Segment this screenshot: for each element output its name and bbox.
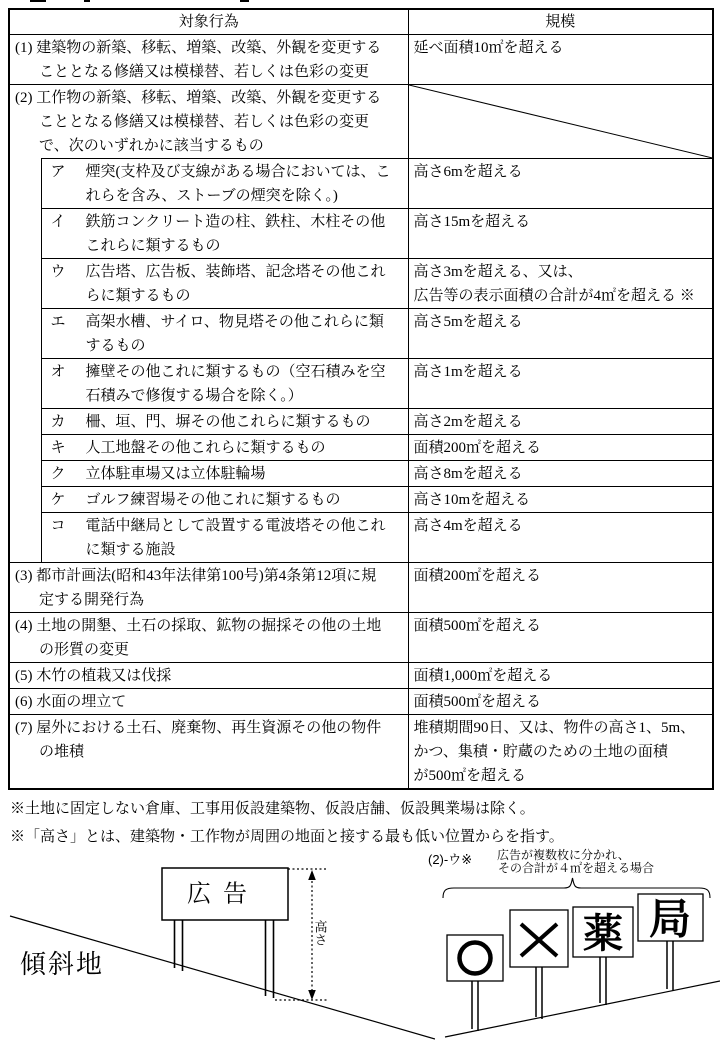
scale-cell: 高さ8mを超える — [408, 461, 713, 487]
footnote-2: ※「高さ」とは、建築物・工作物が周囲の地面と接する最も低い位置からを指す。 — [10, 829, 564, 845]
action-cell — [41, 435, 408, 461]
scale-cell: 面積200㎡を超える — [408, 435, 713, 461]
header-scale-cell: 規模 — [408, 9, 713, 35]
action-cell — [41, 259, 408, 309]
sub-text: 高架水槽、サイロ、物見塔その他これらに類 するもの — [85, 314, 384, 354]
row-4 — [9, 613, 713, 663]
action-cell: (4) 土地の開墾、土石の採取、鉱物の掘採その他の土地 の形質の変更 — [9, 613, 408, 663]
action-cell — [41, 513, 408, 563]
sub-letter: ア — [50, 164, 66, 180]
sub-text: 電話中継局として設置する電波塔その他これ に類する施設 — [85, 518, 386, 558]
row2-indent-strip — [9, 159, 41, 563]
scale-cell: 堆積期間90日、又は、物件の高さ1、5m、 かつ、集積・貯蔵のための土地の面積 が500㎡を超える — [408, 715, 713, 790]
diagonal-strike-line — [409, 85, 713, 158]
sub-text: 人工地盤その他これらに類するもの — [85, 440, 326, 456]
slope-height-diagram — [5, 848, 435, 1040]
scale-cell: 高さ15mを超える — [408, 209, 713, 259]
action-cell: (7) 屋外における土石、廃棄物、再生資源その他の物件 の堆積 — [9, 715, 408, 790]
scale-cell: 面積500㎡を超える — [408, 689, 713, 715]
scale-cell: 高さ4mを超える — [408, 513, 713, 563]
sign-circle — [447, 935, 503, 1031]
diagram-ref-label: (2)-ウ※ — [428, 852, 473, 867]
sub-text: 煙突(支枠及び支線がある場合においては、こ れらを含み、ストーブの煙突を除く。) — [85, 164, 391, 204]
scale-cell: 高さ2mを超える — [408, 409, 713, 435]
header-row — [9, 9, 713, 35]
subrow-u — [9, 259, 713, 309]
scan-artifact — [30, 0, 46, 2]
action-cell — [41, 309, 408, 359]
sign-yaku — [573, 907, 633, 1005]
sign-cross — [510, 910, 568, 1019]
row-7 — [9, 715, 713, 790]
slope-label: 傾斜地 — [20, 949, 105, 979]
sub-text: 鉄筋コンクリート造の柱、鉄柱、木柱その他 これらに類するもの — [85, 214, 386, 254]
sign-yaku-label: 薬 — [583, 912, 623, 956]
action-cell — [41, 359, 408, 409]
sub-letter: イ — [50, 214, 66, 230]
scale-cell: 面積500㎡を超える — [408, 613, 713, 663]
sub-text: 擁壁その他これに類するもの（空石積みを空 石積みで修復する場合を除く。） — [85, 364, 386, 404]
footnote-1: ※土地に固定しない倉庫、工事用仮設建築物、仮設店舗、仮設興業場は除く。 — [10, 801, 535, 817]
action-cell — [41, 209, 408, 259]
sign-kyoku-label: 局 — [648, 895, 692, 943]
scan-artifact — [240, 0, 249, 2]
scale-cell: 延べ面積10㎡を超える — [408, 35, 713, 85]
sub-letter: ク — [50, 466, 66, 482]
subrow-ku — [9, 461, 713, 487]
sub-letter: エ — [50, 314, 66, 330]
sub-letter: ウ — [50, 264, 66, 280]
scale-cell: 面積1,000㎡を超える — [408, 663, 713, 689]
row-3 — [9, 563, 713, 613]
sub-text: ゴルフ練習場その他これに類するもの — [85, 492, 341, 508]
sign-kyoku — [638, 894, 703, 991]
scan-artifact — [84, 0, 90, 2]
sub-letter: オ — [50, 364, 66, 380]
scale-cell: 高さ5mを超える — [408, 309, 713, 359]
row-6 — [9, 689, 713, 715]
header-action-cell: 対象行為 — [9, 9, 408, 35]
ad-sign-label: 広告 — [187, 880, 259, 908]
action-cell — [41, 487, 408, 513]
action-cell — [41, 409, 408, 435]
slope-ground-line — [445, 981, 720, 1037]
scale-cell: 高さ1mを超える — [408, 359, 713, 409]
subrow-o — [9, 359, 713, 409]
subrow-ke — [9, 487, 713, 513]
sub-text: 広告塔、広告板、装飾塔、記念塔その他これ らに類するもの — [85, 264, 386, 304]
note-line-1: 広告が複数枚に分かれ、 — [497, 848, 630, 862]
sub-text: 立体駐車場又は立体駐輪場 — [85, 466, 266, 482]
sub-letter: コ — [50, 518, 66, 534]
multi-sign-diagram — [420, 840, 720, 1040]
subrow-a — [9, 159, 713, 209]
row-5 — [9, 663, 713, 689]
action-cell: (5) 木竹の植栽又は伐採 — [9, 663, 408, 689]
sub-letter: カ — [50, 414, 66, 430]
row-1 — [9, 35, 713, 85]
subrow-i — [9, 209, 713, 259]
action-cell — [41, 159, 408, 209]
sub-letter: キ — [50, 440, 66, 456]
height-label: 高さ — [312, 920, 328, 946]
regulation-table — [8, 8, 714, 790]
scale-cell: 高さ6mを超える — [408, 159, 713, 209]
height-arrow-down — [308, 990, 316, 1000]
scale-cell: 面積200㎡を超える — [408, 563, 713, 613]
diagonal-cell — [408, 85, 713, 159]
action-cell: (3) 都市計画法(昭和43年法律第100号)第4条第12項に規 定する開発行為 — [9, 563, 408, 613]
scale-cell: 高さ10mを超える — [408, 487, 713, 513]
subrow-ki — [9, 435, 713, 461]
note-line-2: その合計が４㎡を超える場合 — [498, 861, 655, 875]
action-cell: (1) 建築物の新築、移転、増築、改築、外観を変更する こととなる修繕又は模様替、若しくは色彩の変更 — [9, 35, 408, 85]
row-2 — [9, 85, 713, 159]
height-arrow-up — [308, 870, 316, 880]
subrow-e — [9, 309, 713, 359]
action-cell: (2) 工作物の新築、移転、増築、改築、外観を変更する こととなる修繕又は模様替、若しくは色彩の変更 で、次のいずれかに該当するもの — [9, 85, 408, 159]
subrow-ko — [9, 513, 713, 563]
subrow-ka — [9, 409, 713, 435]
action-cell — [41, 461, 408, 487]
sub-text: 柵、垣、門、塀その他これらに類するもの — [85, 414, 371, 430]
scale-cell: 高さ3mを超える、又は、 広告等の表示面積の合計が4㎡を超える ※ — [408, 259, 713, 309]
action-cell: (6) 水面の埋立て — [9, 689, 408, 715]
sub-letter: ケ — [50, 492, 66, 508]
ad-sign-posts — [175, 920, 274, 998]
